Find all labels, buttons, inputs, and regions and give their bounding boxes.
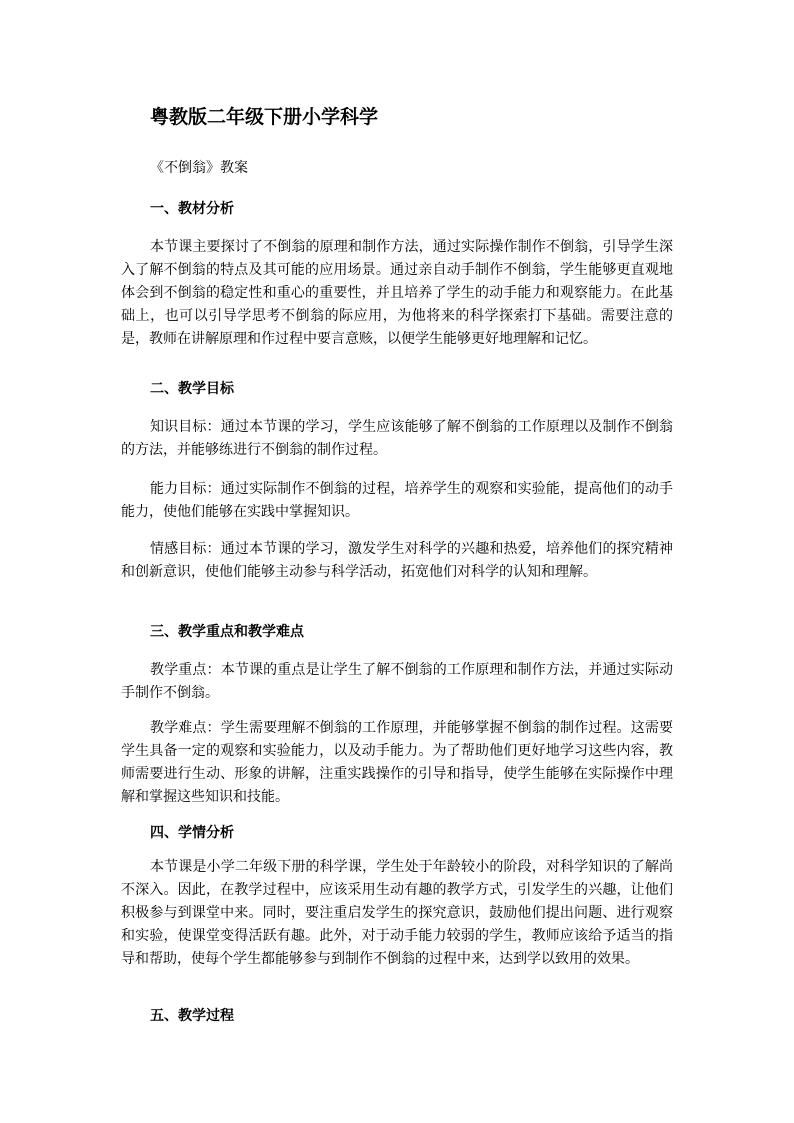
paragraph: 教学难点：学生需要理解不倒翁的工作原理，并能够掌握不倒翁的制作过程。这需要学生具备一定的观察和实验能力，以及动手能力。为了帮助他们更好地学习这些内容，教师需要进行生动、形象的讲解，注重实践操作的引导和指导，使学生能够在实际操作中理解和掌握这些知识和技能。: [121, 720, 673, 805]
section-heading: 四、学情分析: [150, 825, 234, 841]
document-title: 粤教版二年级下册小学科学: [150, 106, 379, 128]
section-heading: 一、教材分析: [150, 201, 234, 217]
section-heading: 三、教学重点和教学难点: [150, 624, 304, 640]
paragraph: 教学重点：本节课的重点是让学生了解不倒翁的工作原理和制作方法，并通过实际动手制作不倒翁。: [121, 662, 673, 701]
document-subtitle: 《不倒翁》教案: [150, 160, 248, 176]
paragraph: 本节课是小学二年级下册的科学课，学生处于年龄较小的阶段，对科学知识的了解尚不深入。因此，在教学过程中，应该采用生动有趣的教学方式，引发学生的兴趣，让他们积极参与到课堂中来。同时，要注重启发学生的探究意识，鼓励他们提出问题、进行观察和实验，使课堂变得活跃有趣。此外，对于动手能力较弱的学生，教师应该给予适当的指导和帮助，使每个学生都能够参与到制作不倒翁的过程中来，达到学以致用的效果。: [121, 859, 673, 967]
paragraph: 本节课主要探讨了不倒翁的原理和制作方法，通过实际操作制作不倒翁，引导学生深入了解不倒翁的特点及其可能的应用场景。通过亲自动手制作不倒翁，学生能够更直观地体会到不倒翁的稳定性和重心的重要性，并且培养了学生的动手能力和观察能力。在此基础上，也可以引导学思考不倒翁的际应用，为他将来的科学探索打下基础。需要注意的是，教师在讲解原理和作过程中要言意赅，以便学生能够更好地理解和记忆。: [121, 239, 673, 347]
section-heading: 五、教学过程: [150, 1008, 234, 1024]
paragraph: 情感目标：通过本节课的学习，激发学生对科学的兴趣和热爱，培养他们的探究精神和创新意识，使他们能够主动参与科学活动，拓宽他们对科学的认知和理解。: [121, 541, 673, 580]
paragraph: 能力目标：通过实际制作不倒翁的过程，培养学生的观察和实验能，提高他们的动手能力，使他们能够在实践中掌握知识。: [121, 481, 673, 520]
section-heading: 二、教学目标: [150, 381, 234, 397]
paragraph: 知识目标：通过本节课的学习，学生应该能够了解不倒翁的工作原理以及制作不倒翁的方法，并能够练进行不倒翁的制作过程。: [121, 419, 673, 458]
